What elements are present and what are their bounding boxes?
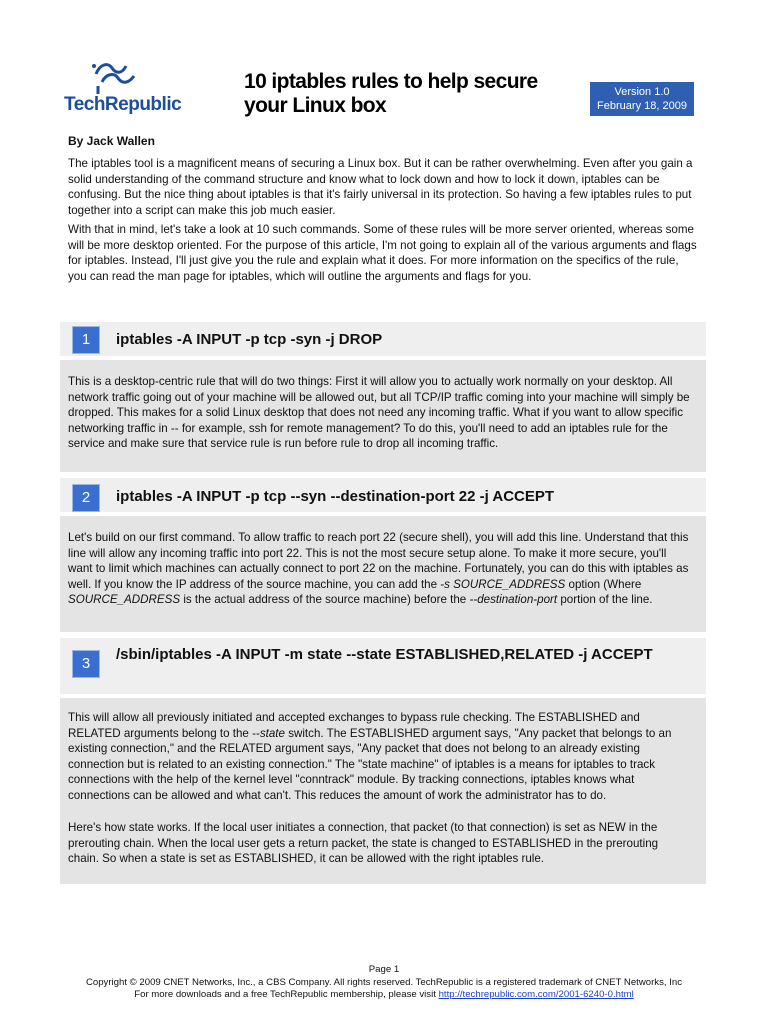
intro-paragraph-2: With that in mind, let's take a look at 10 such commands. Some of these rules will be more server oriented, whereas some will be more desktop oriented. For the purpose of this article, I'm not going to explain all of the various arguments and flags for iptables. Instead, I'll just give you the rule and explain what it does. For more information on the specifics of the rule, you can read the man page for iptables, which will outline the arguments and flags for you. [68, 223, 697, 283]
rule-1-title: iptables -A INPUT -p tcp -syn -j DROP [116, 331, 383, 348]
rule-3-number-badge: 3 [72, 650, 100, 678]
rule-1-description: This is a desktop-centric rule that will do two things: First it will allow you to actually work normally on your desktop. All network traffic going out of your machine will be allowed out, but all TCP/IP traffic coming into your machine will simply be dropped. This makes for a solid Linux desktop that does not need any incoming traffic. What if you want to allow specific networking traffic in -- for example, ssh for remote management? To do this, you'll need to add an iptables rule for the service and make sure that service rule is run before rule to drop all incoming traffic. [68, 375, 690, 450]
rule-3-header [60, 638, 706, 694]
rule-2-header [60, 478, 706, 512]
intro-paragraph-1: The iptables tool is a magnificent means of securing a Linux box. But it can be rather overwhelming. Even after you gain a solid understanding of the command structure and know what to lock down and how to lock it down, iptables can be confusing. But the nice thing about iptables is that it's fairly universal in its protection. So having a few iptables rules to put together into a script can make this job much easier. [68, 157, 693, 217]
rule-3-description-2: Here's how state works. If the local user initiates a connection, that packet (to that connection) is set as NEW in the prerouting chain. When the local user gets a return packet, the state is changed to ESTABLISHED in the prerouting chain. So when a state is set as ESTABLISHED, it can be allowed with the right iptables rule. [68, 821, 659, 865]
author-byline: By Jack Wallen [68, 134, 155, 148]
downloads-notice: For more downloads and a free TechRepublic membership, please visit http://techrepublic.com.com/2001-6240-0.html [134, 989, 634, 1000]
rule-2-number-badge: 2 [72, 484, 100, 512]
copyright-notice: Copyright © 2009 CNET Networks, Inc., a CBS Company. All rights reserved. TechRepublic is a registered trademark of CNET Networks, Inc [85, 977, 683, 988]
rule-2-description: Let's build on our first command. To allow traffic to reach port 22 (secure shell), you will add this line. Understand that this line will allow any incoming traffic into port 22. This is not the most secure setup alone. To make it more secure, you'll want to limit which machines can actually connect to port 22 on the machine. Fortunately, you can do this with iptables as well. If you know the IP address of the source machine, you can add the -s SOURCE_ADDRESS option (Where SOURCE_ADDRESS is the actual address of the source machine) before the --destination-port portion of the line. [68, 531, 689, 606]
rule-1-body [60, 360, 706, 472]
rule-3-title: /sbin/iptables -A INPUT -m state --state ESTABLISHED,RELATED -j ACCEPT [116, 646, 653, 663]
rule-3-body [60, 698, 706, 884]
rule-2-title: iptables -A INPUT -p tcp --syn --destination-port 22 -j ACCEPT [116, 488, 555, 505]
version-date: February 18, 2009 [597, 100, 687, 112]
techrepublic-logo [64, 60, 182, 120]
document-title: 10 iptables rules to help secure your Linux box [244, 70, 538, 117]
rule-2-body [60, 516, 706, 632]
version-label: Version 1.0 [614, 86, 670, 98]
page-number: Page 1 [368, 964, 400, 975]
version-badge [590, 82, 694, 116]
techrepublic-link[interactable]: http://techrepublic.com.com/2001-6240-0.html [438, 989, 634, 1000]
rule-1-number-badge: 1 [72, 326, 100, 354]
logo-wordmark: TechRepublic [64, 94, 182, 115]
logo-swoosh-icon [90, 60, 150, 96]
rule-3-description: This will allow all previously initiated and accepted exchanges to bypass rule checking. The ESTABLISHED and RELATED arguments belong to the --state switch. The ESTABLISHED argument says, "Any packet that belongs to an existing connection," and the RELATED argument says, "Any packet that does not belong to an already existing connection but is related to an existing connection." The "state machine" of iptables is a means for iptables to track connections with the help of the kernel level "conntrack" module. By tracking connections, iptables knows what connections can be allowed and what can't. This reduces the amount of work the administrator has to do. [68, 711, 672, 802]
rule-1-header [60, 322, 706, 356]
